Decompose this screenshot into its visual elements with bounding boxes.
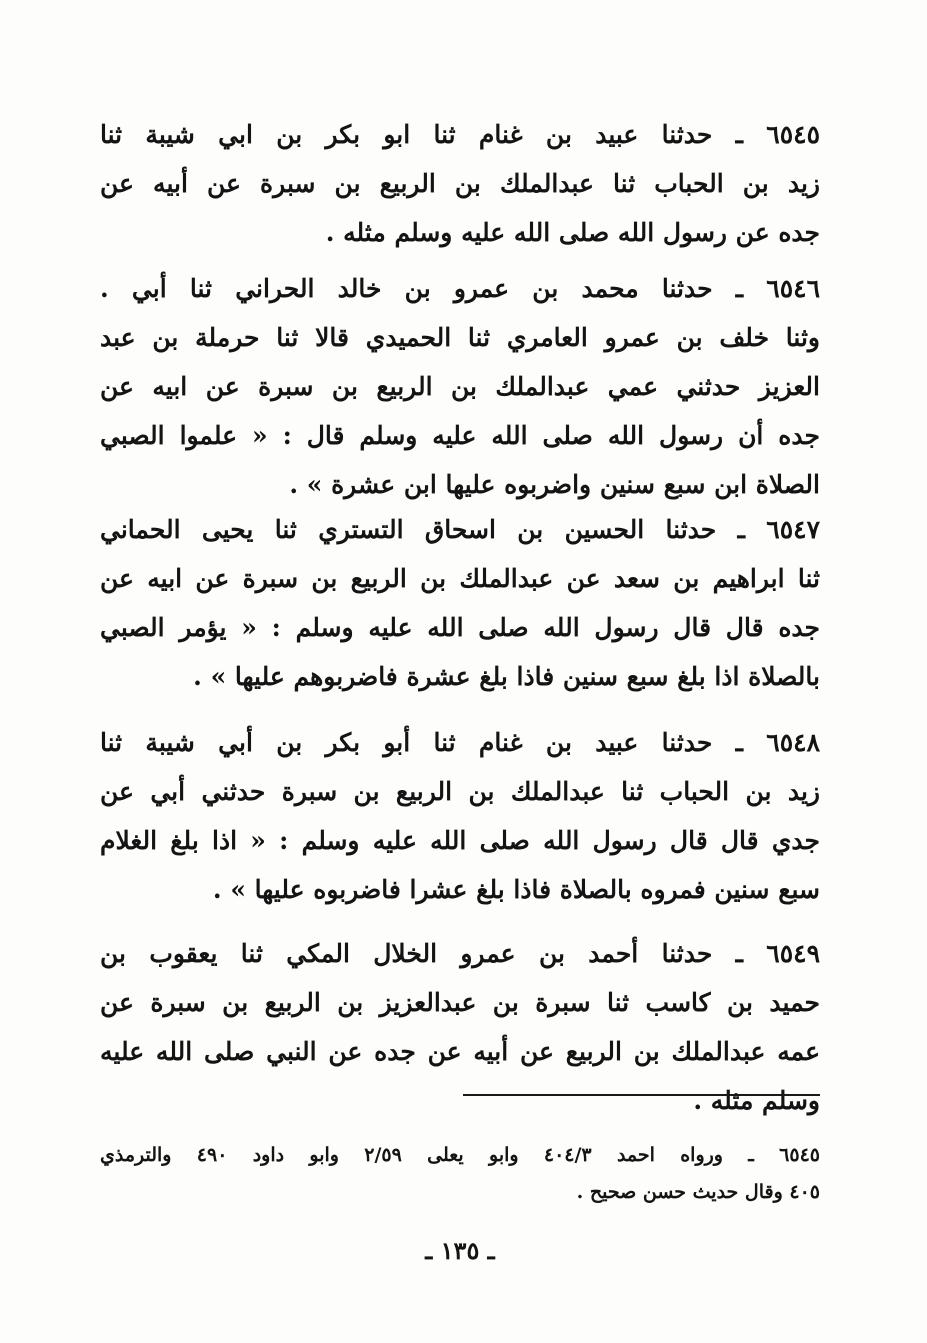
text-line: بالصلاة اذا بلغ سبع سنين فاذا بلغ عشرة فاضربوهم عليها » . bbox=[193, 662, 820, 691]
text-line: زيد بن الحباب ثنا عبدالملك بن الربيع بن سبرة حدثني أبي عن bbox=[100, 777, 820, 806]
text-line: جده عن رسول الله صلى الله عليه وسلم مثله . bbox=[325, 218, 820, 247]
text-line: سبع سنين فمروه بالصلاة فاذا بلغ عشرا فاضربوه عليها » . bbox=[212, 875, 820, 904]
text-line: ثنا ابراهيم بن سعد عن عبدالملك بن الربيع بن سبرة عن ابيه عن bbox=[100, 564, 820, 593]
text-line: عمه عبدالملك بن الربيع عن أبيه عن جده عن النبي صلى الله عليه bbox=[100, 1037, 820, 1066]
hadith-6545 bbox=[100, 110, 820, 257]
text-line: زيد بن الحباب ثنا عبدالملك بن الربيع بن سبرة عن أبيه عن bbox=[100, 169, 820, 198]
text-line: جدي قال قال رسول الله صلى الله عليه وسلم : « اذا بلغ الغلام bbox=[100, 826, 820, 855]
text-line: ٦٥٤٧ ـ حدثنا الحسين بن اسحاق التستري ثنا يحيى الحماني bbox=[100, 515, 820, 544]
text-line: الصلاة ابن سبع سنين واضربوه عليها ابن عشرة » . bbox=[289, 470, 820, 499]
footnote-line: ٤٠٥ وقال حديث حسن صحيح . bbox=[576, 1181, 820, 1203]
text-line: ٦٥٤٨ ـ حدثنا عبيد بن غنام ثنا أبو بكر بن أبي شيبة ثنا bbox=[100, 728, 820, 757]
text-line: ٦٥٤٥ ـ حدثنا عبيد بن غنام ثنا ابو بكر بن ابي شيبة ثنا bbox=[100, 120, 820, 149]
footnote-divider bbox=[463, 1094, 820, 1096]
text-line: وثنا خلف بن عمرو العامري ثنا الحميدي قالا ثنا حرملة بن عبد bbox=[100, 323, 820, 352]
text-line: وسلم مثله . bbox=[693, 1086, 820, 1115]
footnote bbox=[100, 1137, 820, 1211]
footnote-line: ٦٥٤٥ ـ ورواه احمد ٤٠٤/٣ وابو يعلى ٢/٥٩ وابو داود ٤٩٠ والترمذي bbox=[100, 1144, 820, 1166]
hadith-6548 bbox=[100, 718, 820, 914]
text-line: ٦٥٤٦ ـ حدثنا محمد بن عمرو بن خالد الحراني ثنا أبي . bbox=[100, 274, 820, 303]
text-line: العزيز حدثني عمي عبدالملك بن الربيع بن سبرة عن ابيه عن bbox=[100, 372, 820, 401]
text-line: جده أن رسول الله صلى الله عليه وسلم قال : « علموا الصبي bbox=[100, 421, 820, 450]
text-line: ٦٥٤٩ ـ حدثنا أحمد بن عمرو الخلال المكي ثنا يعقوب بن bbox=[100, 939, 820, 968]
text-line: جده قال قال رسول الله صلى الله عليه وسلم : « يؤمر الصبي bbox=[100, 613, 820, 642]
text-line: حميد بن كاسب ثنا سبرة بن عبدالعزيز بن الربيع بن سبرة عن bbox=[100, 988, 820, 1017]
hadith-6547 bbox=[100, 505, 820, 701]
page-number: ـ ١٣٥ ـ bbox=[425, 1236, 495, 1265]
hadith-6546 bbox=[100, 264, 820, 509]
